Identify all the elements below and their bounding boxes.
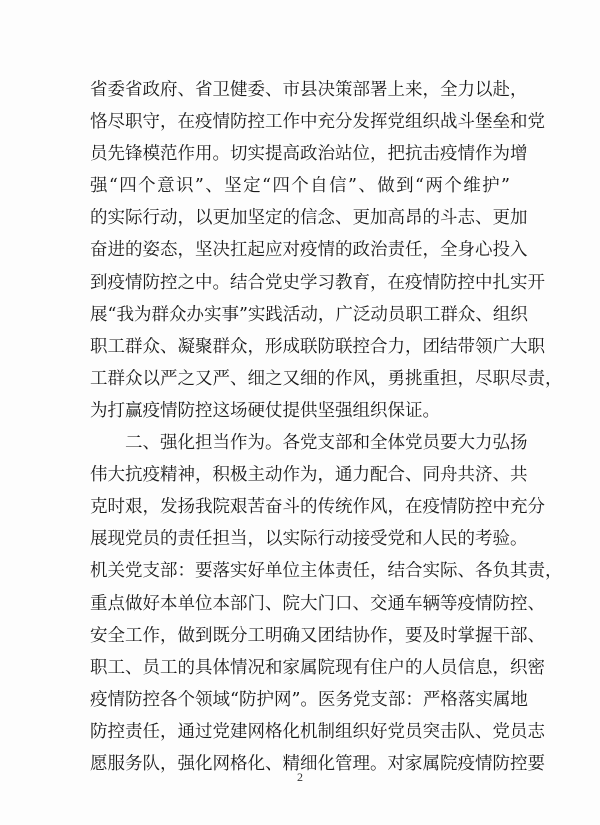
body-text <box>90 74 563 780</box>
text-line: 强“四个意识”、坚定“四个自信”、做到“两个维护” <box>90 176 510 197</box>
text-line: 重点做好本单位本部门、院大门口、交通车辆等疫情防控、 <box>90 593 545 614</box>
text-line: 安全工作，做到既分工明确又团结协作，要及时掌握干部、 <box>90 625 545 646</box>
text-line: 机关党支部：要落实好单位主体责任，结合实际、各负其责， <box>90 561 563 582</box>
text-line: 防控责任，通过党建网格化机制组织好党员突击队、党员志 <box>90 721 545 742</box>
text-line: 恪尽职守，在疫情防控工作中充分发挥党组织战斗堡垒和党 <box>90 112 545 133</box>
page-number: 2 <box>297 770 303 784</box>
text-line: 展现党员的责任担当，以实际行动接受党和人民的考验。 <box>90 529 528 550</box>
text-line: 伟大抗疫精神，积极主动作为，通力配合、同舟共济、共 <box>90 465 528 486</box>
text-line: 奋进的姿态，坚决扛起应对疫情的政治责任，全身心投入 <box>90 240 528 261</box>
text-line-paragraph-end: 为打赢疫情防控这场硬仗提供坚强组织保证。 <box>90 400 440 421</box>
text-line: 员先锋模范作用。切实提高政治站位，把抗击疫情作为增 <box>90 144 528 165</box>
text-line: 职工群众、凝聚群众，形成联防联控合力，团结带领广大职 <box>90 336 545 357</box>
text-line: 省委省政府、省卫健委、市县决策部署上来，全力以赴， <box>90 80 528 100</box>
text-line-paragraph-start: 二、强化担当作为。各党支部和全体党员要大力弘扬 <box>125 433 528 454</box>
text-line: 疫情防控各个领域“防护网”。医务党支部：严格落实属地 <box>90 689 528 710</box>
text-line: 到疫情防控之中。结合党史学习教育，在疫情防控中扎实开 <box>90 272 545 293</box>
text-line: 的实际行动，以更加坚定的信念、更加高昂的斗志、更加 <box>90 208 528 229</box>
text-line: 克时艰，发扬我院艰苦奋斗的传统作风，在疫情防控中充分 <box>90 497 545 518</box>
text-line: 展“我为群众办实事”实践活动，广泛动员职工群众、组织 <box>90 304 528 325</box>
text-line: 愿服务队，强化网格化、精细化管理。对家属院疫情防控要 <box>90 753 545 774</box>
text-line: 职工、员工的具体情况和家属院现有住户的人员信息，织密 <box>90 657 545 678</box>
text-line: 工群众以严之又严、细之又细的作风，勇挑重担，尽职尽责， <box>90 368 563 389</box>
